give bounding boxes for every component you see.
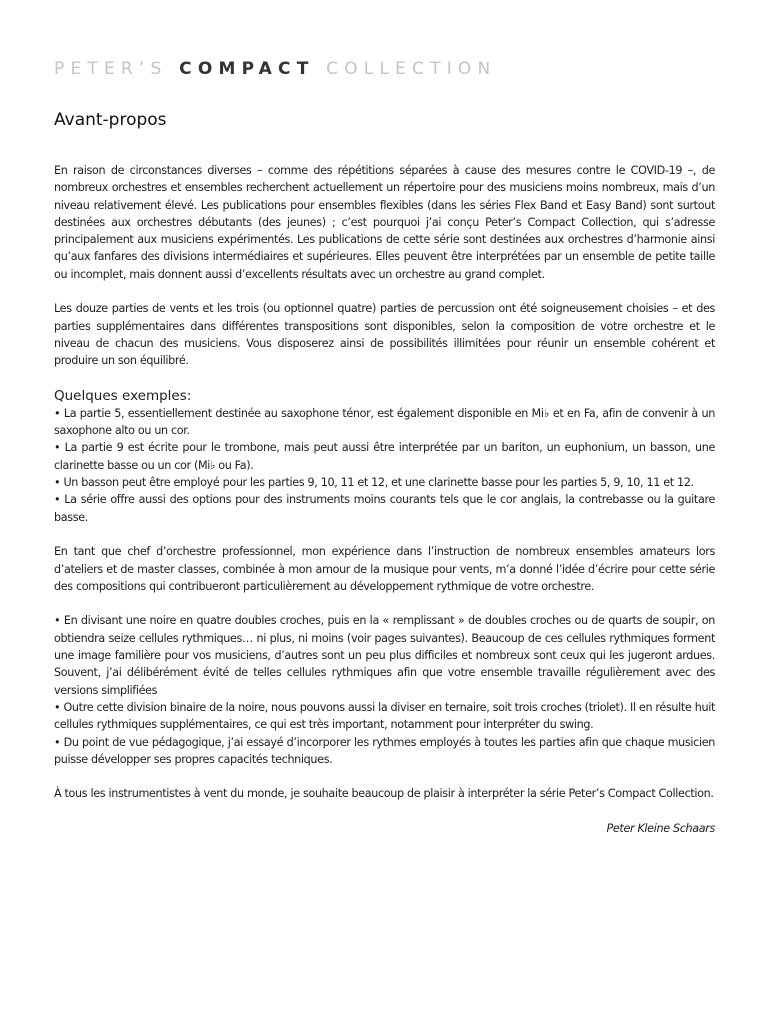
paragraph-closing: À tous les instrumentistes à vent du monde, je souhaite beaucoup de plaisir à interpréter la série Peter’s Compact Collection. — [54, 787, 714, 801]
header-collection: COLLECTION — [326, 59, 497, 79]
signature: Peter Kleine Schaars — [606, 821, 715, 835]
page-title: Avant-propos — [54, 110, 167, 130]
example-item: • Un basson peut être employé pour les parties 9, 10, 11 et 12, et une clarinette basse pour les parties 5, 9, 10, 11 et 12. — [54, 476, 694, 490]
body-text — [54, 162, 715, 855]
paragraph-parts: Les douze parties de vents et les trois (ou optionnel quatre) parties de percussion ont été soigneusement choisies – et des parties supplémentaires dans différentes transpositions sont disponibles, selon la composition de votre orchestre et le niveau de chacun des musiciens. Vous disposerez ainsi de possibilités illimitées pour réunir un ensemble cohérent et produire un son équilibré. — [54, 302, 715, 368]
collection-header — [54, 59, 496, 79]
header-compact: COMPACT — [179, 59, 315, 79]
examples-heading: Quelques exemples: — [54, 387, 192, 404]
example-item: • La partie 5, essentiellement destinée au saxophone ténor, est également disponible en Mi♭ et en Fa, afin de convenir à un saxophone alto ou un cor. — [54, 406, 715, 438]
example-item: • La série offre aussi des options pour des instruments moins courants tels que le cor anglais, la contrebasse ou la guitare basse. — [54, 493, 715, 524]
rhythm-point: • Outre cette division binaire de la noire, nous pouvons aussi la diviser en ternaire, soit trois croches (triolet). Il en résulte huit cellules rythmiques supplémentaires, ce qui est très important, notamment pour interpréter du swing. — [54, 700, 715, 732]
paragraph-intro: En raison de circonstances diverses – comme des répétitions séparées à cause des mesures contre le COVID-19 –, de nombreux orchestres et ensembles recherchent actuellement un répertoire pour des musiciens moins nombreux, mais d’un niveau relativement élevé. Les publications pour ensembles flexibles (dans les séries Flex Band et Easy Band) sont surtout destinées aux orchestres débutants (des jeunes) ; c’est pourquoi j’ai conçu Peter’s Compact Collection, qui s’adresse principalement aux musiciens expérimentés. Les publications de cette série sont destinées aux orchestres d’harmonie ainsi qu’aux fanfares des divisions intermédiaires et supérieures. Elles peuvent être interprétées par un ensemble de petite taille ou incomplet, mais donnent aussi d’excellents résultats avec un orchestre au grand complet. — [54, 164, 715, 281]
example-item: • La partie 9 est écrite pour le trombone, mais peut aussi être interprétée par un bariton, un euphonium, un basson, une clarinette basse ou un cor (Mi♭ ou Fa). — [54, 441, 715, 472]
header-peters: PETER’S — [54, 59, 168, 79]
paragraph-experience: En tant que chef d’orchestre professionnel, mon expérience dans l’instruction de nombreux ensembles amateurs lors d’ateliers et de master classes, combinée à mon amour de la musique pour vents, m’a donné l’idée d’écrire pour cette série des compositions qui contribueront particulièrement au développement rythmique de votre orchestre. — [54, 545, 715, 593]
rhythm-point: • En divisant une noire en quatre doubles croches, puis en la « remplissant » de doubles croches ou de quarts de soupir, on obtiendra seize cellules rythmiques… ni plus, ni moins (voir pages suivantes). Beaucoup de ces cellules rythmiques forment une image familière pour vos musiciens, d’autres sont un peu plus difficiles et nombreux sont ceux qui les jugeront ardues. Souvent, j’ai délibérément évité de telles cellules rythmiques afin que votre ensemble travaille régulièrement avec des versions simplifiées — [54, 614, 715, 697]
rhythm-point: • Du point de vue pédagogique, j’ai essayé d’incorporer les rythmes employés à toutes les parties afin que chaque musicien puisse développer ses propres capacités techniques. — [54, 735, 715, 766]
